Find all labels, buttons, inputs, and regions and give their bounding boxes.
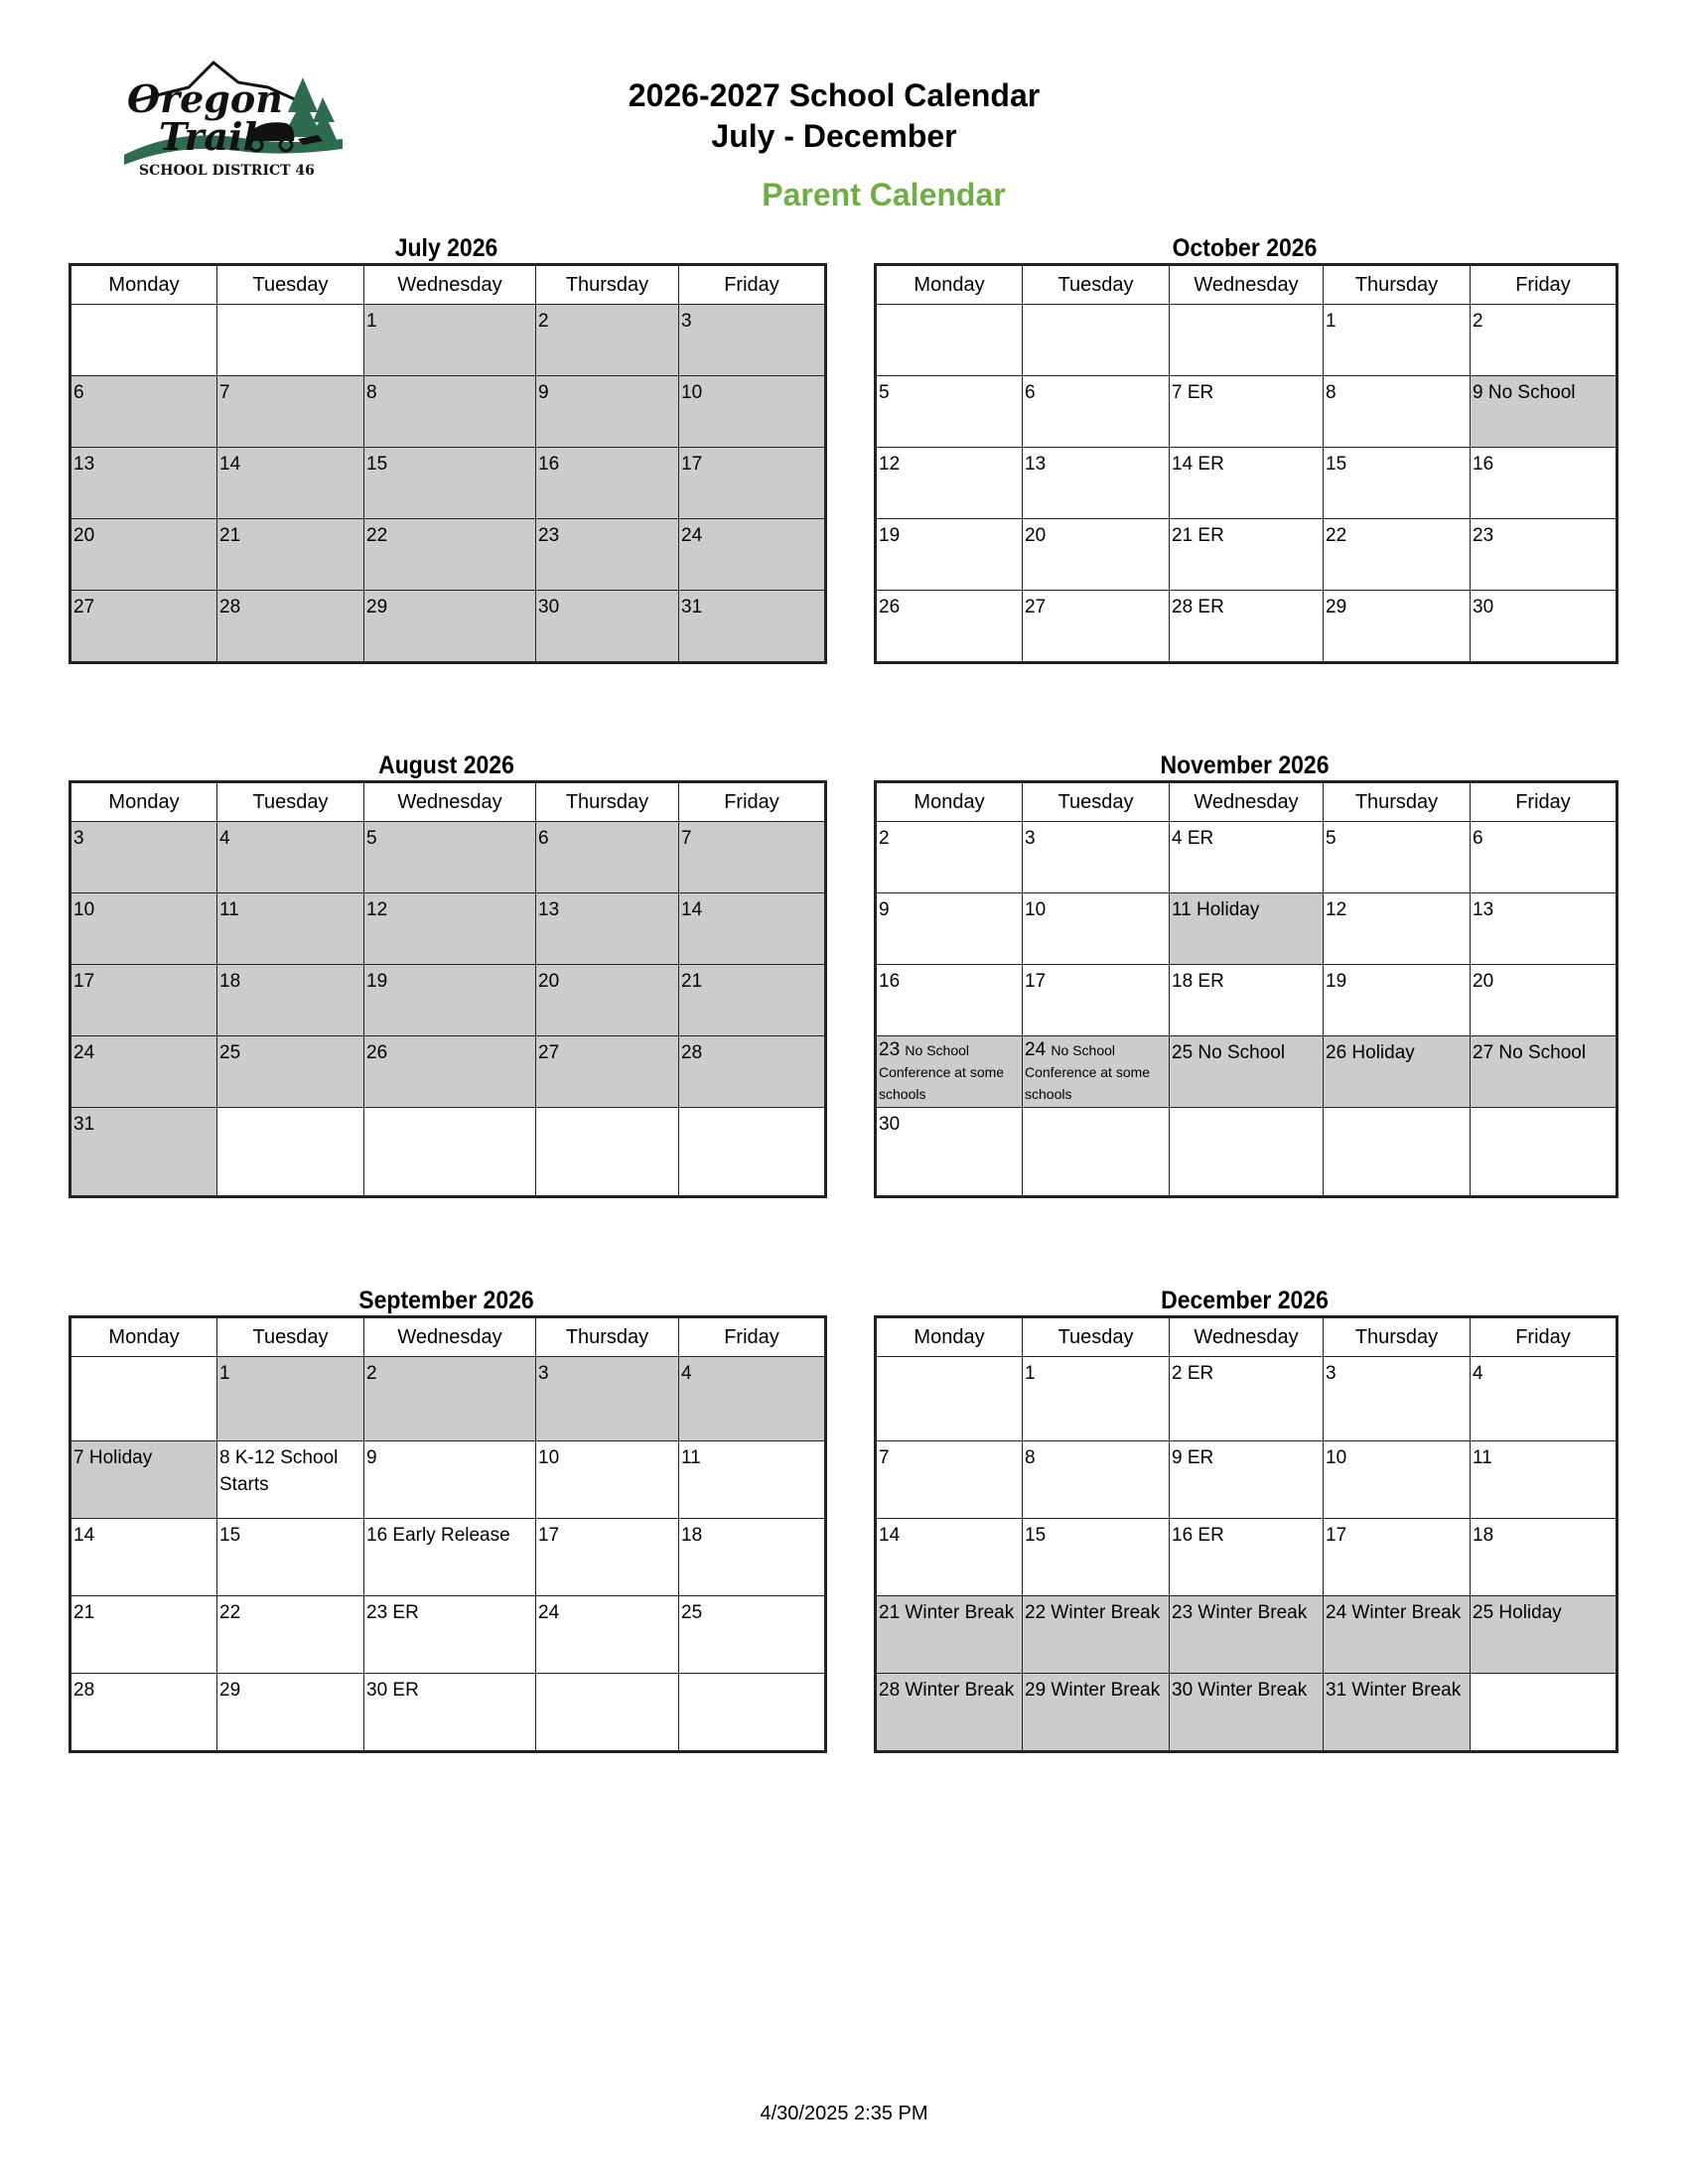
day-cell: 13 <box>70 448 217 519</box>
logo-text-trail: Trail <box>159 114 258 159</box>
day-cell: 5 <box>876 376 1023 448</box>
day-cell: 9 <box>876 893 1023 965</box>
month-title: November 2026 <box>1160 751 1330 779</box>
day-cell: 21 <box>217 519 364 591</box>
day-cell: 31 <box>679 591 826 663</box>
week-row <box>876 1036 1618 1108</box>
week-row <box>70 376 826 448</box>
week-row <box>876 1519 1618 1596</box>
day-cell: 11 <box>1471 1441 1618 1519</box>
day-cell: 2 ER <box>1170 1357 1324 1441</box>
day-cell: 12 <box>1324 893 1471 965</box>
day-cell: 22 <box>1324 519 1471 591</box>
day-cell: 14 <box>876 1519 1023 1596</box>
weekday-header: Friday <box>679 1317 826 1357</box>
day-cell: 24 Winter Break <box>1324 1596 1471 1674</box>
day-cell: 27 No School <box>1471 1036 1618 1108</box>
weekday-header: Tuesday <box>217 782 364 822</box>
day-cell <box>536 1674 679 1752</box>
weekday-header: Monday <box>876 265 1023 305</box>
day-cell: 23 <box>536 519 679 591</box>
day-cell: 12 <box>364 893 536 965</box>
day-cell: 9 <box>364 1441 536 1519</box>
week-row <box>70 591 826 663</box>
day-cell <box>1023 1036 1170 1108</box>
day-cell: 29 Winter Break <box>1023 1674 1170 1752</box>
week-row <box>876 822 1618 893</box>
day-cell: 18 <box>1471 1519 1618 1596</box>
weekday-header: Monday <box>876 782 1023 822</box>
day-cell: 7 <box>679 822 826 893</box>
week-row <box>70 305 826 376</box>
day-cell: 29 <box>364 591 536 663</box>
month-title: December 2026 <box>1161 1287 1329 1314</box>
logo-text-oregon: Oregon <box>127 76 283 121</box>
calendar-grid <box>69 263 827 664</box>
day-cell: 2 <box>1471 305 1618 376</box>
weekday-header: Friday <box>679 265 826 305</box>
week-row <box>876 1674 1618 1752</box>
day-cell: 4 <box>679 1357 826 1441</box>
day-cell: 30 Winter Break <box>1170 1674 1324 1752</box>
day-cell: 17 <box>1324 1519 1471 1596</box>
week-row <box>70 1441 826 1519</box>
day-cell: 26 <box>364 1036 536 1108</box>
day-cell <box>1170 305 1324 376</box>
day-cell: 19 <box>1324 965 1471 1036</box>
day-cell: 16 Early Release <box>364 1519 536 1596</box>
day-cell <box>1471 1674 1618 1752</box>
day-number: 23 <box>879 1039 901 1060</box>
day-cell: 18 <box>679 1519 826 1596</box>
day-cell: 15 <box>1324 448 1471 519</box>
day-cell: 2 <box>536 305 679 376</box>
week-row <box>70 448 826 519</box>
month-october <box>874 233 1618 664</box>
weekday-header-row <box>70 265 826 305</box>
day-cell: 25 <box>679 1596 826 1674</box>
day-cell: 8 <box>1324 376 1471 448</box>
weekday-header: Thursday <box>1324 782 1471 822</box>
day-cell: 2 <box>876 822 1023 893</box>
day-cell: 19 <box>876 519 1023 591</box>
day-cell: 4 <box>1471 1357 1618 1441</box>
day-cell: 5 <box>1324 822 1471 893</box>
day-cell: 28 <box>70 1674 217 1752</box>
day-cell: 3 <box>1324 1357 1471 1441</box>
day-cell: 16 <box>876 965 1023 1036</box>
day-cell: 13 <box>536 893 679 965</box>
week-row <box>70 1036 826 1108</box>
day-cell: 20 <box>536 965 679 1036</box>
week-row <box>70 1674 826 1752</box>
day-cell: 17 <box>70 965 217 1036</box>
day-cell <box>876 1036 1023 1108</box>
day-cell: 31 Winter Break <box>1324 1674 1471 1752</box>
day-cell: 10 <box>70 893 217 965</box>
day-cell: 9 <box>536 376 679 448</box>
day-cell: 22 <box>364 519 536 591</box>
day-cell: 25 <box>217 1036 364 1108</box>
day-cell <box>876 305 1023 376</box>
week-row <box>876 1108 1618 1197</box>
day-cell <box>536 1108 679 1197</box>
day-cell: 26 <box>876 591 1023 663</box>
day-cell: 15 <box>217 1519 364 1596</box>
weekday-header: Thursday <box>1324 1317 1471 1357</box>
week-row <box>876 519 1618 591</box>
day-cell <box>364 1108 536 1197</box>
month-september <box>69 1286 827 1753</box>
district-logo <box>119 58 346 179</box>
day-cell: 9 ER <box>1170 1441 1324 1519</box>
weekday-header: Tuesday <box>217 265 364 305</box>
day-cell: 28 <box>679 1036 826 1108</box>
day-cell: 20 <box>1023 519 1170 591</box>
month-title: October 2026 <box>1172 234 1318 262</box>
day-cell: 8 K-12 School Starts <box>217 1441 364 1519</box>
day-cell: 22 Winter Break <box>1023 1596 1170 1674</box>
week-row <box>70 822 826 893</box>
weekday-header: Thursday <box>536 265 679 305</box>
page-subtitle: Parent Calendar <box>762 177 1006 212</box>
day-cell: 6 <box>70 376 217 448</box>
day-cell: 4 <box>217 822 364 893</box>
day-cell: 30 <box>876 1108 1023 1197</box>
day-cell: 21 ER <box>1170 519 1324 591</box>
day-cell: 21 <box>679 965 826 1036</box>
weekday-header: Tuesday <box>1023 265 1170 305</box>
weekday-header-row <box>876 1317 1618 1357</box>
day-cell: 21 <box>70 1596 217 1674</box>
day-cell: 15 <box>364 448 536 519</box>
week-row <box>70 1519 826 1596</box>
day-cell: 16 <box>536 448 679 519</box>
page-title: 2026-2027 School Calendar <box>628 77 1041 113</box>
weekday-header: Thursday <box>536 1317 679 1357</box>
calendar-grid <box>69 1315 827 1753</box>
day-cell: 23 ER <box>364 1596 536 1674</box>
week-row <box>876 1596 1618 1674</box>
logo-text-district: SCHOOL DISTRICT 46 <box>139 163 315 179</box>
day-cell: 23 Winter Break <box>1170 1596 1324 1674</box>
day-cell: 18 ER <box>1170 965 1324 1036</box>
weekday-header: Wednesday <box>364 1317 536 1357</box>
footer-timestamp: 4/30/2025 2:35 PM <box>760 2103 928 2124</box>
calendar-grid <box>69 780 827 1198</box>
week-row <box>70 1596 826 1674</box>
calendar-grid <box>874 263 1618 664</box>
day-cell <box>1324 1108 1471 1197</box>
day-cell: 11 Holiday <box>1170 893 1324 965</box>
weekday-header: Wednesday <box>1170 1317 1324 1357</box>
weekday-header: Thursday <box>1324 265 1471 305</box>
day-cell: 17 <box>679 448 826 519</box>
weekday-header: Wednesday <box>364 265 536 305</box>
day-cell: 17 <box>1023 965 1170 1036</box>
day-cell: 12 <box>876 448 1023 519</box>
week-row <box>70 965 826 1036</box>
day-cell: 16 ER <box>1170 1519 1324 1596</box>
day-cell: 28 <box>217 591 364 663</box>
day-cell: 31 <box>70 1108 217 1197</box>
weekday-header: Monday <box>70 265 217 305</box>
day-cell: 30 ER <box>364 1674 536 1752</box>
day-cell: 30 <box>1471 591 1618 663</box>
week-row <box>876 965 1618 1036</box>
weekday-header-row <box>876 265 1618 305</box>
month-title: August 2026 <box>378 751 514 779</box>
weekday-header: Monday <box>70 1317 217 1357</box>
week-row <box>876 305 1618 376</box>
weekday-header: Friday <box>1471 1317 1618 1357</box>
weekday-header: Friday <box>1471 265 1618 305</box>
day-cell: 27 <box>1023 591 1170 663</box>
week-row <box>70 893 826 965</box>
day-cell: 15 <box>1023 1519 1170 1596</box>
weekday-header-row <box>70 1317 826 1357</box>
day-cell: 11 <box>679 1441 826 1519</box>
day-cell <box>679 1674 826 1752</box>
weekday-header-row <box>70 782 826 822</box>
day-cell: 29 <box>1324 591 1471 663</box>
week-row <box>876 1441 1618 1519</box>
day-cell: 16 <box>1471 448 1618 519</box>
day-cell: 20 <box>1471 965 1618 1036</box>
week-row <box>70 519 826 591</box>
day-number: 24 <box>1025 1039 1047 1060</box>
day-cell: 23 <box>1471 519 1618 591</box>
day-cell: 1 <box>364 305 536 376</box>
day-cell: 5 <box>364 822 536 893</box>
weekday-header: Tuesday <box>1023 782 1170 822</box>
day-cell: 14 ER <box>1170 448 1324 519</box>
day-cell: 13 <box>1023 448 1170 519</box>
day-cell: 7 <box>217 376 364 448</box>
day-cell: 24 <box>70 1036 217 1108</box>
day-cell: 3 <box>70 822 217 893</box>
day-cell: 14 <box>217 448 364 519</box>
month-title: September 2026 <box>358 1287 534 1314</box>
day-cell <box>70 305 217 376</box>
day-cell <box>70 1357 217 1441</box>
weekday-header: Monday <box>70 782 217 822</box>
day-cell <box>1023 1108 1170 1197</box>
weekday-header: Monday <box>876 1317 1023 1357</box>
weekday-header: Friday <box>1471 782 1618 822</box>
day-cell: 10 <box>536 1441 679 1519</box>
week-row <box>70 1108 826 1197</box>
day-cell: 7 ER <box>1170 376 1324 448</box>
day-cell: 1 <box>1023 1357 1170 1441</box>
weekday-header: Friday <box>679 782 826 822</box>
day-cell: 10 <box>1324 1441 1471 1519</box>
day-cell: 3 <box>1023 822 1170 893</box>
day-cell: 11 <box>217 893 364 965</box>
day-cell: 19 <box>364 965 536 1036</box>
weekday-header: Thursday <box>536 782 679 822</box>
day-cell: 8 <box>364 376 536 448</box>
day-cell <box>1023 305 1170 376</box>
day-cell: 27 <box>70 591 217 663</box>
day-cell: 27 <box>536 1036 679 1108</box>
day-cell <box>1471 1108 1618 1197</box>
weekday-header: Wednesday <box>364 782 536 822</box>
week-row <box>70 1357 826 1441</box>
month-november <box>874 751 1618 1198</box>
day-cell: 1 <box>217 1357 364 1441</box>
day-cell: 2 <box>364 1357 536 1441</box>
day-cell <box>679 1108 826 1197</box>
day-cell: 3 <box>679 305 826 376</box>
weekday-header: Tuesday <box>1023 1317 1170 1357</box>
weekday-header: Wednesday <box>1170 782 1324 822</box>
day-cell: 14 <box>70 1519 217 1596</box>
day-cell: 28 ER <box>1170 591 1324 663</box>
day-cell: 21 Winter Break <box>876 1596 1023 1674</box>
weekday-header: Tuesday <box>217 1317 364 1357</box>
day-cell: 7 Holiday <box>70 1441 217 1519</box>
day-cell: 6 <box>536 822 679 893</box>
week-row <box>876 376 1618 448</box>
day-cell: 14 <box>679 893 826 965</box>
week-row <box>876 893 1618 965</box>
month-title: July 2026 <box>394 234 498 262</box>
week-row <box>876 448 1618 519</box>
day-cell: 25 No School <box>1170 1036 1324 1108</box>
day-cell: 26 Holiday <box>1324 1036 1471 1108</box>
day-cell: 29 <box>217 1674 364 1752</box>
month-december <box>874 1286 1618 1753</box>
weekday-header-row <box>876 782 1618 822</box>
day-cell: 7 <box>876 1441 1023 1519</box>
week-row <box>876 591 1618 663</box>
day-cell: 9 No School <box>1471 376 1618 448</box>
day-cell: 30 <box>536 591 679 663</box>
day-cell: 6 <box>1471 822 1618 893</box>
day-note: No School Conference at some schools <box>1025 1042 1151 1102</box>
day-cell: 18 <box>217 965 364 1036</box>
day-cell <box>876 1357 1023 1441</box>
day-cell: 28 Winter Break <box>876 1674 1023 1752</box>
day-cell: 24 <box>679 519 826 591</box>
day-cell <box>1170 1108 1324 1197</box>
day-cell: 4 ER <box>1170 822 1324 893</box>
day-cell: 25 Holiday <box>1471 1596 1618 1674</box>
day-cell: 1 <box>1324 305 1471 376</box>
day-note: No School Conference at some schools <box>879 1042 1005 1102</box>
weekday-header: Wednesday <box>1170 265 1324 305</box>
day-cell: 10 <box>1023 893 1170 965</box>
day-cell: 17 <box>536 1519 679 1596</box>
month-august <box>69 751 827 1198</box>
calendar-grid <box>874 1315 1618 1753</box>
day-cell: 8 <box>1023 1441 1170 1519</box>
day-cell: 3 <box>536 1357 679 1441</box>
day-cell: 20 <box>70 519 217 591</box>
calendar-grid <box>874 780 1618 1198</box>
page-title-range: July - December <box>711 118 957 154</box>
day-cell <box>217 1108 364 1197</box>
day-cell: 22 <box>217 1596 364 1674</box>
day-cell: 13 <box>1471 893 1618 965</box>
month-july <box>69 233 827 664</box>
week-row <box>876 1357 1618 1441</box>
day-cell: 10 <box>679 376 826 448</box>
day-cell: 24 <box>536 1596 679 1674</box>
day-cell <box>217 305 364 376</box>
day-cell: 6 <box>1023 376 1170 448</box>
